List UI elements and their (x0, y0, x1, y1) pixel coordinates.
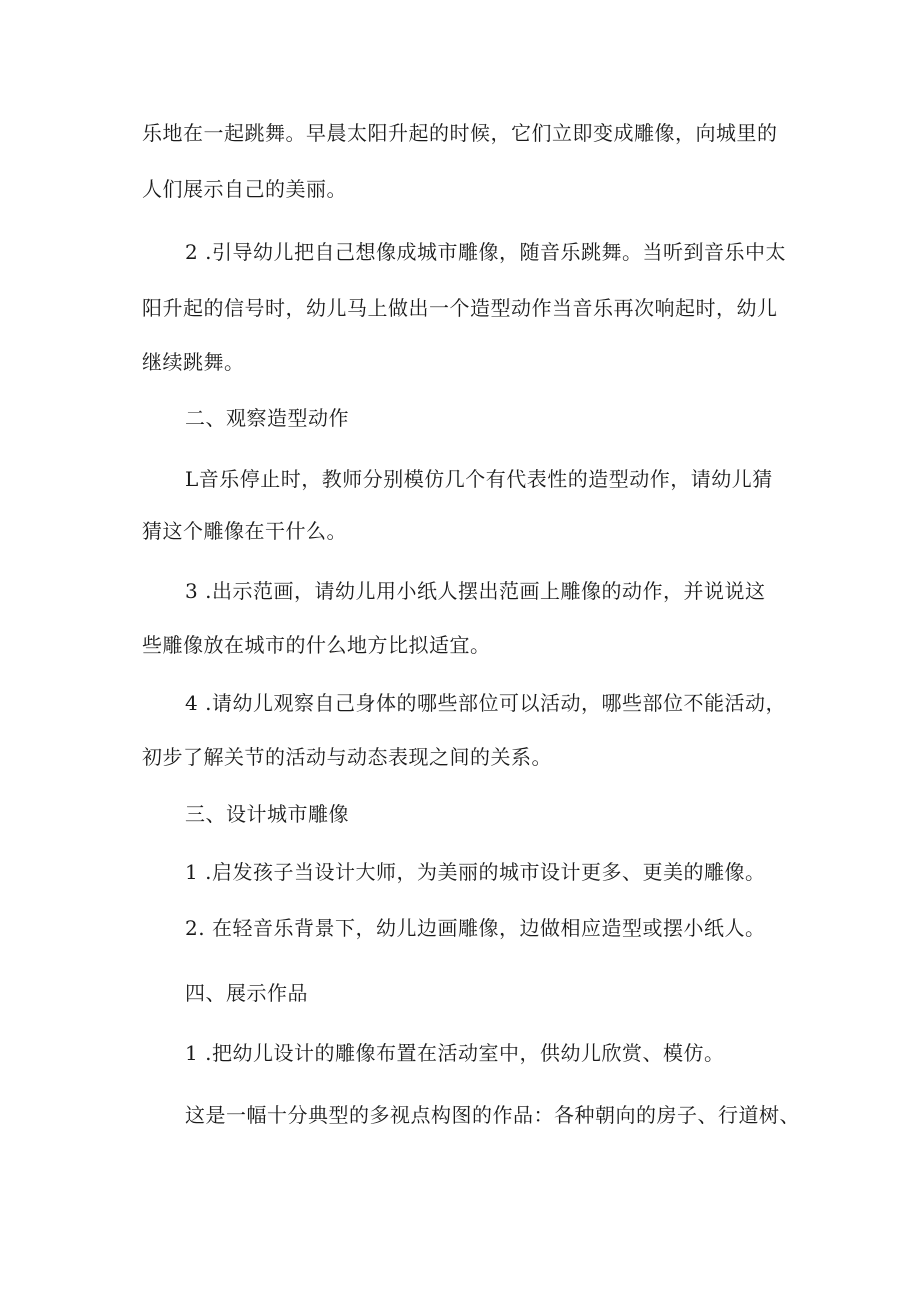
section-heading: 四、展示作品 (185, 981, 308, 1005)
paragraph-line: 这是一幅十分典型的多视点构图的作品：各种朝向的房子、行道树、 (185, 1103, 800, 1127)
paragraph-line: 继续跳舞。 (142, 350, 245, 374)
list-item-line: 1 .把幼儿设计的雕像布置在活动室中，供幼儿欣赏、模仿。 (185, 1041, 725, 1065)
paragraph-line: 阳升起的信号时，幼儿马上做出一个造型动作当音乐再次响起时，幼儿 (142, 296, 778, 320)
paragraph-line: 乐地在一起跳舞。早晨太阳升起的时候，它们立即变成雕像，向城里的 (142, 121, 778, 145)
section-heading: 三、设计城市雕像 (185, 802, 349, 826)
list-item-line: 1 .启发孩子当设计大师，为美丽的城市设计更多、更美的雕像。 (185, 860, 766, 884)
list-item-line: 4 .请幼儿观察自己身体的哪些部位可以活动，哪些部位不能活动， (185, 691, 786, 715)
list-item-line: L音乐停止时，教师分别模仿几个有代表性的造型动作，请幼儿猜 (185, 467, 773, 491)
paragraph-line: 些雕像放在城市的什么地方比拟适宜。 (142, 633, 491, 657)
paragraph-line: 人们展示自己的美丽。 (142, 177, 347, 201)
paragraph-line: 初步了解关节的活动与动态表现之间的关系。 (142, 745, 552, 769)
list-item-line: 3 .出示范画，请幼儿用小纸人摆出范画上雕像的动作，并说说这 (185, 579, 766, 603)
list-item-line: 2 .引导幼儿把自己想像成城市雕像，随音乐跳舞。当听到音乐中太 (185, 240, 786, 264)
section-heading: 二、观察造型动作 (185, 406, 349, 430)
list-item-line: 2. 在轻音乐背景下，幼儿边画雕像，边做相应造型或摆小纸人。 (185, 916, 766, 940)
paragraph-line: 猜这个雕像在干什么。 (142, 519, 347, 543)
